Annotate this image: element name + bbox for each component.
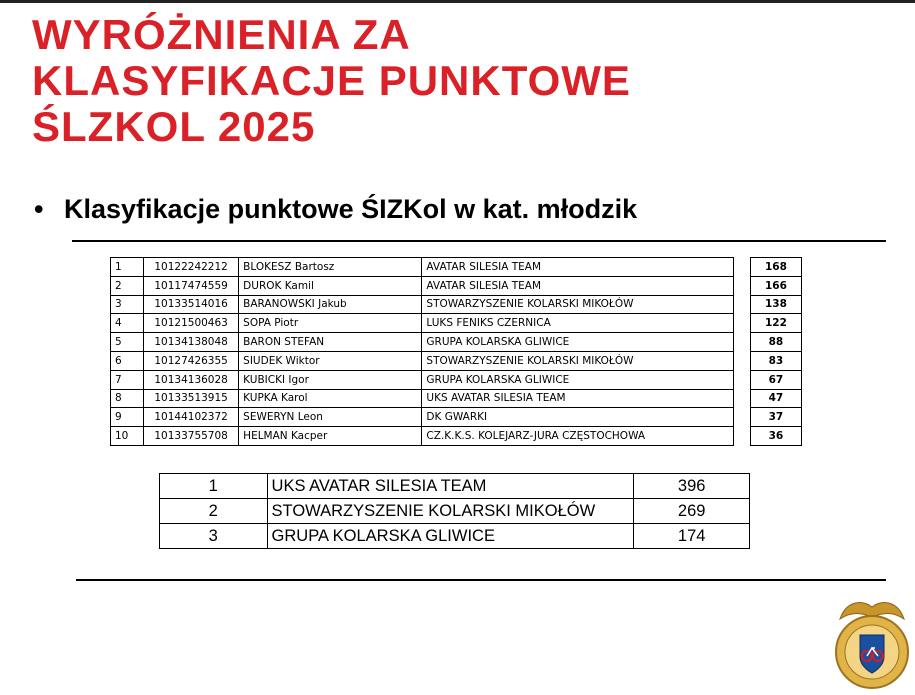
column-gap — [733, 370, 750, 389]
column-gap — [733, 276, 750, 295]
rider-points: 168 — [750, 258, 801, 277]
rider-points: 36 — [750, 427, 801, 446]
bullet-point: • — [34, 194, 44, 224]
table-row — [111, 408, 802, 427]
rider-points: 47 — [750, 389, 801, 408]
rider-points: 83 — [750, 351, 801, 370]
rider-team: GRUPA KOLARSKA GLIWICE — [422, 333, 733, 352]
slide-title — [32, 12, 631, 150]
rider-position: 6 — [111, 351, 144, 370]
table-row — [111, 314, 802, 333]
rider-team: STOWARZYSZENIE KOLARSKI MIKOŁÓW — [422, 351, 733, 370]
rider-name: BLOKESZ Bartosz — [239, 258, 422, 277]
column-gap — [733, 333, 750, 352]
rider-team: GRUPA KOLARSKA GLIWICE — [422, 370, 733, 389]
rider-license-id: 10133513915 — [144, 389, 239, 408]
team-club-name: STOWARZYSZENIE KOLARSKI MIKOŁÓW — [267, 499, 634, 524]
top-border-line — [0, 0, 915, 3]
rider-license-id: 10144102372 — [144, 408, 239, 427]
rider-name: SIUDEK Wiktor — [239, 351, 422, 370]
rider-team: STOWARZYSZENIE KOLARSKI MIKOŁÓW — [422, 295, 733, 314]
column-gap — [733, 351, 750, 370]
rider-position: 9 — [111, 408, 144, 427]
title-line-3: ŚLZKOL 2025 — [32, 103, 316, 150]
table-row — [111, 389, 802, 408]
rider-points: 88 — [750, 333, 801, 352]
rider-name: SEWERYN Leon — [239, 408, 422, 427]
divider-bottom — [76, 579, 886, 581]
team-score: 174 — [634, 524, 750, 549]
rider-position: 2 — [111, 276, 144, 295]
rider-license-id: 10121500463 — [144, 314, 239, 333]
rider-points: 122 — [750, 314, 801, 333]
rider-position: 10 — [111, 427, 144, 446]
teams-classification-table — [159, 473, 750, 549]
rider-name: HELMAN Kacper — [239, 427, 422, 446]
table-row — [111, 258, 802, 277]
federation-crest-logo-icon — [832, 597, 912, 689]
table-row — [111, 295, 802, 314]
table-row — [160, 474, 750, 499]
rider-license-id: 10133755708 — [144, 427, 239, 446]
rider-license-id: 10122242212 — [144, 258, 239, 277]
rider-license-id: 10127426355 — [144, 351, 239, 370]
team-score: 269 — [634, 499, 750, 524]
rider-position: 7 — [111, 370, 144, 389]
table-row — [111, 276, 802, 295]
table-row — [111, 370, 802, 389]
rider-points: 166 — [750, 276, 801, 295]
rider-license-id: 10133514016 — [144, 295, 239, 314]
divider-top — [72, 240, 886, 242]
rider-team: CZ.K.K.S. KOLEJARZ-JURA CZĘSTOCHOWA — [422, 427, 733, 446]
column-gap — [733, 389, 750, 408]
title-line-1: WYRÓŻNIENIA ZA — [32, 11, 411, 58]
team-club-name: GRUPA KOLARSKA GLIWICE — [267, 524, 634, 549]
rider-license-id: 10117474559 — [144, 276, 239, 295]
team-rank: 3 — [160, 524, 268, 549]
table-row — [160, 499, 750, 524]
column-gap — [733, 408, 750, 427]
column-gap — [733, 295, 750, 314]
table-row — [111, 333, 802, 352]
section-heading-text: Klasyfikacje punktowe ŚIZKol w kat. młodzik — [64, 194, 638, 224]
rider-position: 4 — [111, 314, 144, 333]
team-score: 396 — [634, 474, 750, 499]
rider-points: 67 — [750, 370, 801, 389]
rider-license-id: 10134136028 — [144, 370, 239, 389]
rider-points: 37 — [750, 408, 801, 427]
rider-team: AVATAR SILESIA TEAM — [422, 258, 733, 277]
rider-name: BARON STEFAN — [239, 333, 422, 352]
rider-points: 138 — [750, 295, 801, 314]
column-gap — [733, 314, 750, 333]
rider-position: 1 — [111, 258, 144, 277]
rider-name: KUPKA Karol — [239, 389, 422, 408]
rider-team: AVATAR SILESIA TEAM — [422, 276, 733, 295]
rider-license-id: 10134138048 — [144, 333, 239, 352]
table-row — [160, 524, 750, 549]
rider-team: UKS AVATAR SILESIA TEAM — [422, 389, 733, 408]
rider-team: LUKS FENIKS CZERNICA — [422, 314, 733, 333]
rider-name: DUROK Kamil — [239, 276, 422, 295]
rider-position: 3 — [111, 295, 144, 314]
column-gap — [733, 258, 750, 277]
team-rank: 2 — [160, 499, 268, 524]
rider-name: SOPA Piotr — [239, 314, 422, 333]
section-heading — [34, 194, 637, 225]
team-club-name: UKS AVATAR SILESIA TEAM — [267, 474, 634, 499]
rider-position: 5 — [111, 333, 144, 352]
rider-name: KUBICKI Igor — [239, 370, 422, 389]
column-gap — [733, 427, 750, 446]
team-rank: 1 — [160, 474, 268, 499]
rider-name: BARANOWSKI Jakub — [239, 295, 422, 314]
table-row — [111, 427, 802, 446]
riders-classification-table — [110, 257, 802, 446]
rider-team: DK GWARKI — [422, 408, 733, 427]
title-line-2: KLASYFIKACJE PUNKTOWE — [32, 57, 631, 104]
table-row — [111, 351, 802, 370]
rider-position: 8 — [111, 389, 144, 408]
